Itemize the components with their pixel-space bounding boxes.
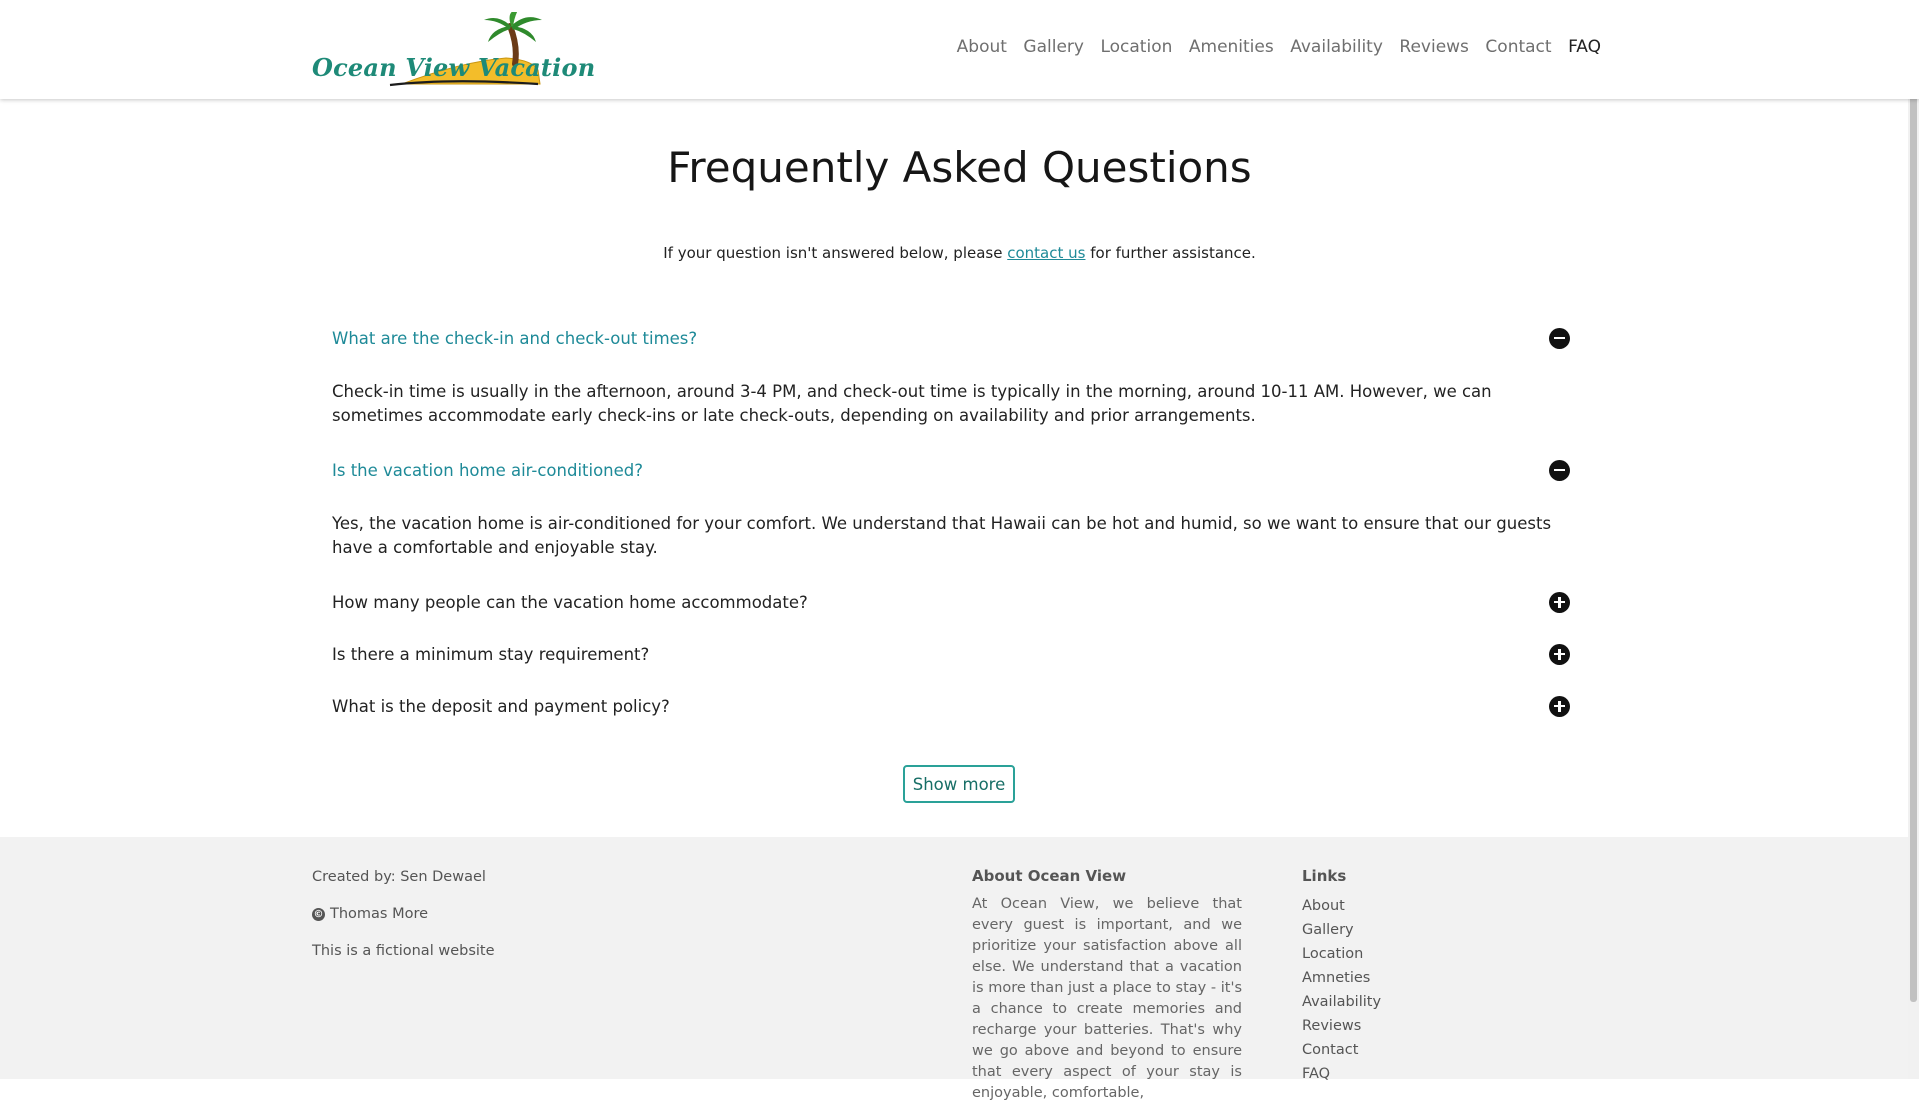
footer-credits [312, 868, 495, 979]
faq-question-text: Is there a minimum stay requirement? [332, 644, 650, 664]
nav-availability[interactable]: Availability [1290, 37, 1383, 57]
intro-text [0, 244, 1919, 262]
copyright-icon: © [313, 908, 324, 920]
footer-link-availability[interactable]: Availability [1302, 994, 1382, 1010]
main-nav [940, 37, 1601, 57]
expand-icon[interactable] [1549, 592, 1570, 613]
footer-link-contact[interactable]: Contact [1302, 1042, 1359, 1058]
copyright-line [312, 905, 495, 923]
footer-link-location[interactable]: Location [1302, 946, 1364, 962]
page-title: Frequently Asked Questions [667, 143, 1252, 192]
faq-question-text: What is the deposit and payment policy? [332, 696, 670, 716]
intro-text-after: for further assistance. [1085, 244, 1256, 262]
faq-question-checkin[interactable] [332, 323, 1590, 353]
about-heading: About Ocean View [972, 867, 1127, 885]
footer-about [972, 867, 1242, 1104]
faq-question-capacity[interactable] [332, 587, 1590, 617]
footer-link-gallery[interactable]: Gallery [1302, 922, 1354, 938]
nav-faq[interactable]: FAQ [1568, 37, 1601, 57]
fictional-notice: This is a fictional website [312, 943, 495, 959]
collapse-icon[interactable] [1549, 328, 1570, 349]
nav-contact[interactable]: Contact [1485, 37, 1552, 57]
faq-question-text: What are the check-in and check-out times? [332, 328, 698, 348]
footer-link-amenities[interactable]: Amneties [1302, 970, 1371, 986]
expand-icon[interactable] [1549, 696, 1570, 717]
about-text: At Ocean View, we believe that every guest is important, and we prioritize your satisfaction above all else. We understand that a vacation is more than just a place to stay - it's a chance to create memories and recharge your batteries. That's why we go above and beyond to ensure that every aspect of your stay is enjoyable, comfortable, [972, 896, 1242, 1101]
footer-link-faq[interactable]: FAQ [1302, 1066, 1331, 1082]
faq-question-aircon[interactable] [332, 455, 1590, 485]
scrollbar-thumb[interactable] [1910, 2, 1917, 1002]
footer-links [1302, 867, 1381, 1086]
logo-text: Ocean View Vacation [312, 53, 596, 82]
created-by: Created by: Sen Dewael [312, 869, 486, 885]
footer-link-reviews[interactable]: Reviews [1302, 1018, 1362, 1034]
faq-question-deposit[interactable] [332, 691, 1590, 721]
links-heading: Links [1302, 867, 1347, 885]
faq-question-minimum-stay[interactable] [332, 639, 1590, 669]
nav-reviews[interactable]: Reviews [1399, 37, 1469, 57]
site-logo[interactable] [310, 12, 596, 88]
intro-text-before: If your question isn't answered below, please [663, 244, 1008, 262]
show-more-button[interactable]: Show more [903, 765, 1015, 803]
site-footer [0, 837, 1919, 1101]
collapse-icon[interactable] [1549, 460, 1570, 481]
nav-location[interactable]: Location [1100, 37, 1173, 57]
copyright-text: Thomas More [330, 906, 429, 922]
faq-question-text: Is the vacation home air-conditioned? [332, 460, 644, 480]
nav-about[interactable]: About [956, 37, 1007, 57]
nav-amenities[interactable]: Amenities [1188, 37, 1274, 57]
site-header [0, 0, 1919, 99]
faq-answer-aircon: Yes, the vacation home is air-conditioned for your comfort. We understand that Hawaii can be hot and humid, so we want to ensure that our guests have a comfortable and enjoyable stay. [332, 514, 1552, 557]
footer-link-about[interactable]: About [1302, 898, 1345, 914]
faq-question-text: How many people can the vacation home accommodate? [332, 592, 808, 612]
contact-us-link[interactable]: contact us [1007, 244, 1086, 262]
faq-answer-checkin: Check-in time is usually in the afternoon, around 3-4 PM, and check-out time is typically in the morning, around 10-11 AM. However, we can sometimes accommodate early check-ins or late check-outs, depending on availability and prior arrangements. [332, 382, 1492, 425]
page-scrollbar[interactable] [1908, 0, 1919, 1079]
expand-icon[interactable] [1549, 644, 1570, 665]
nav-gallery[interactable]: Gallery [1023, 37, 1084, 57]
